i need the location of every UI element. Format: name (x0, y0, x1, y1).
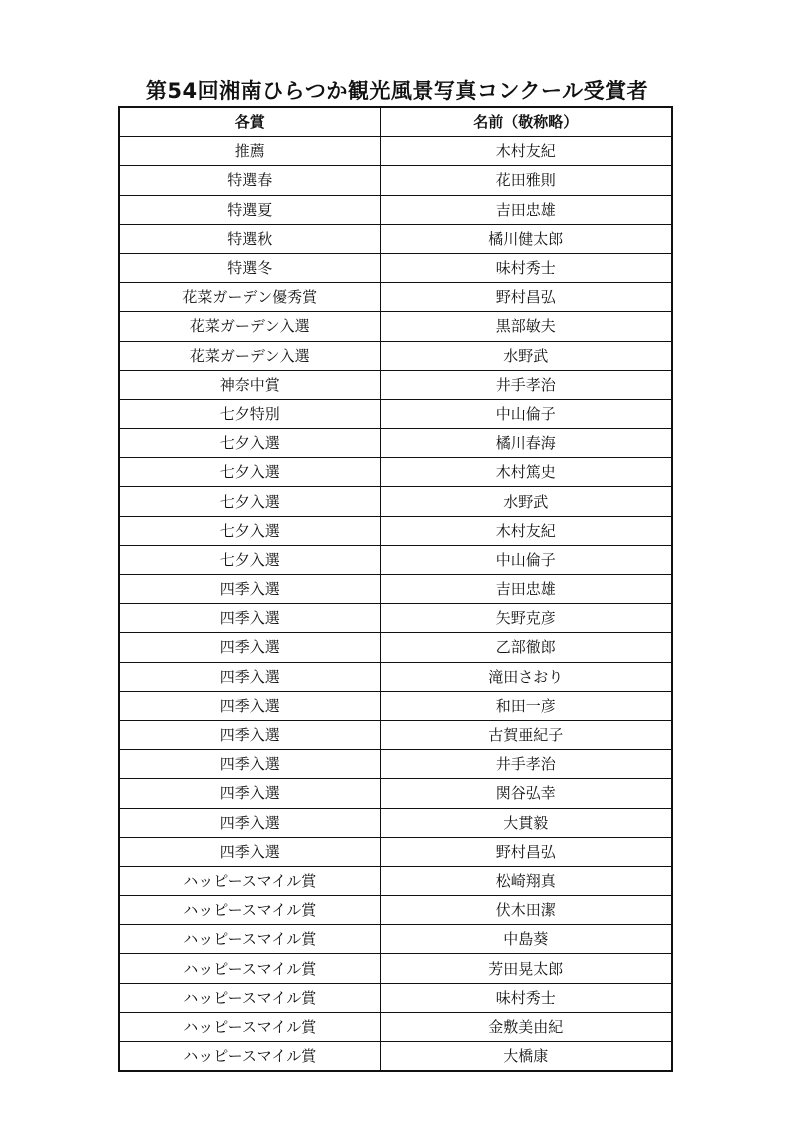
name-cell: 関谷弘幸 (380, 779, 672, 808)
name-cell: 味村秀士 (380, 253, 672, 282)
table-row (119, 253, 672, 282)
name-cell: 中山倫子 (380, 399, 672, 428)
table-row (119, 662, 672, 691)
table-row (119, 399, 672, 428)
table-row (119, 312, 672, 341)
award-cell: 七夕入選 (119, 429, 380, 458)
name-cell: 吉田忠雄 (380, 195, 672, 224)
award-cell: 推薦 (119, 137, 380, 166)
name-cell: 乙部徹郎 (380, 633, 672, 662)
award-cell: 四季入選 (119, 575, 380, 604)
table-row (119, 283, 672, 312)
table-row (119, 925, 672, 954)
award-cell: 四季入選 (119, 691, 380, 720)
award-cell: 七夕入選 (119, 545, 380, 574)
name-cell: 水野武 (380, 487, 672, 516)
column-header-award: 各賞 (119, 107, 380, 137)
table-row (119, 137, 672, 166)
name-cell: 中島葵 (380, 925, 672, 954)
name-cell: 滝田さおり (380, 662, 672, 691)
name-cell: 野村昌弘 (380, 837, 672, 866)
table-row (119, 370, 672, 399)
award-cell: ハッピースマイル賞 (119, 954, 380, 983)
award-cell: ハッピースマイル賞 (119, 866, 380, 895)
award-cell: ハッピースマイル賞 (119, 1012, 380, 1041)
name-cell: 伏木田潔 (380, 896, 672, 925)
name-cell: 橘川健太郎 (380, 224, 672, 253)
table-row (119, 166, 672, 195)
name-cell: 松崎翔真 (380, 866, 672, 895)
name-cell: 橘川春海 (380, 429, 672, 458)
page-title: 第54回湘南ひらつか観光風景写真コンクール受賞者 (145, 79, 649, 104)
award-cell: 特選秋 (119, 224, 380, 253)
award-cell: ハッピースマイル賞 (119, 983, 380, 1012)
award-cell: 四季入選 (119, 720, 380, 749)
award-cell: 四季入選 (119, 750, 380, 779)
table-body (119, 137, 672, 1072)
table-row (119, 224, 672, 253)
award-cell: 花菜ガーデン入選 (119, 341, 380, 370)
award-cell: 四季入選 (119, 662, 380, 691)
name-cell: 大橋康 (380, 1042, 672, 1072)
award-cell: 四季入選 (119, 808, 380, 837)
table-row (119, 954, 672, 983)
award-cell: ハッピースマイル賞 (119, 1042, 380, 1072)
award-cell: ハッピースマイル賞 (119, 925, 380, 954)
award-cell: 七夕入選 (119, 516, 380, 545)
table-row (119, 633, 672, 662)
award-cell: 特選夏 (119, 195, 380, 224)
table-row (119, 837, 672, 866)
name-cell: 井手孝治 (380, 750, 672, 779)
award-cell: 神奈中賞 (119, 370, 380, 399)
award-cell: 四季入選 (119, 604, 380, 633)
name-cell: 味村秀士 (380, 983, 672, 1012)
award-cell: 花菜ガーデン入選 (119, 312, 380, 341)
table-row (119, 575, 672, 604)
name-cell: 木村友紀 (380, 137, 672, 166)
table-row (119, 750, 672, 779)
table-header-row (119, 107, 672, 137)
award-cell: 四季入選 (119, 837, 380, 866)
award-cell: 特選冬 (119, 253, 380, 282)
award-cell: 七夕入選 (119, 458, 380, 487)
table-row (119, 1042, 672, 1072)
column-header-name: 名前（敬称略） (380, 107, 672, 137)
award-cell: 四季入選 (119, 633, 380, 662)
award-cell: 四季入選 (119, 779, 380, 808)
awards-table (118, 106, 673, 1072)
table-row (119, 983, 672, 1012)
award-cell: 花菜ガーデン優秀賞 (119, 283, 380, 312)
award-cell: ハッピースマイル賞 (119, 896, 380, 925)
table-row (119, 604, 672, 633)
table-row (119, 1012, 672, 1041)
name-cell: 古賀亜紀子 (380, 720, 672, 749)
table-row (119, 779, 672, 808)
name-cell: 和田一彦 (380, 691, 672, 720)
table-row (119, 458, 672, 487)
name-cell: 木村篤史 (380, 458, 672, 487)
name-cell: 吉田忠雄 (380, 575, 672, 604)
name-cell: 芳田晃太郎 (380, 954, 672, 983)
name-cell: 木村友紀 (380, 516, 672, 545)
table-row (119, 808, 672, 837)
table-row (119, 545, 672, 574)
table-row (119, 866, 672, 895)
table-row (119, 341, 672, 370)
name-cell: 矢野克彦 (380, 604, 672, 633)
award-cell: 七夕特別 (119, 399, 380, 428)
name-cell: 水野武 (380, 341, 672, 370)
table-row (119, 195, 672, 224)
table-row (119, 720, 672, 749)
table-row (119, 691, 672, 720)
table-row (119, 487, 672, 516)
name-cell: 黒部敏夫 (380, 312, 672, 341)
name-cell: 井手孝治 (380, 370, 672, 399)
name-cell: 金敷美由紀 (380, 1012, 672, 1041)
name-cell: 野村昌弘 (380, 283, 672, 312)
table-row (119, 516, 672, 545)
table-row (119, 429, 672, 458)
table-row (119, 896, 672, 925)
name-cell: 中山倫子 (380, 545, 672, 574)
award-cell: 特選春 (119, 166, 380, 195)
award-cell: 七夕入選 (119, 487, 380, 516)
name-cell: 花田雅則 (380, 166, 672, 195)
name-cell: 大貫毅 (380, 808, 672, 837)
